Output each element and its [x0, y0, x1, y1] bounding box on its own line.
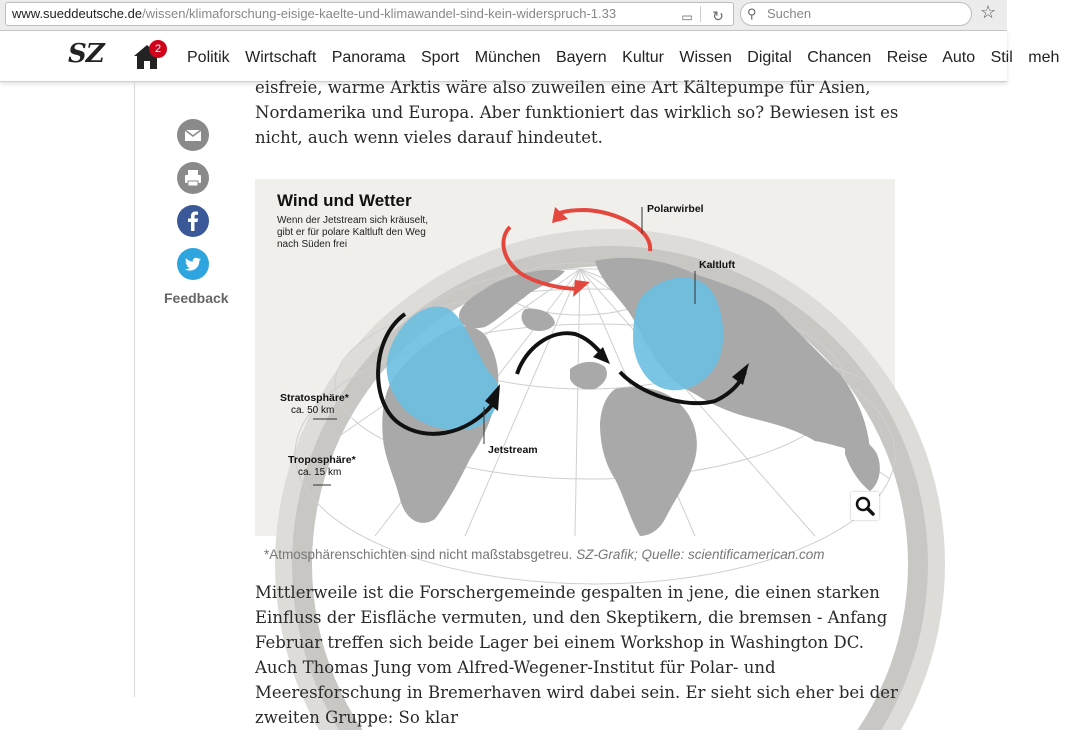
main-nav [187, 49, 1070, 67]
facebook-icon[interactable] [177, 205, 209, 237]
article-paragraph: eisfreie, warme Arktis wäre also zuweilen eine Art Kältepumpe für Asien, Nordamerika und Europa. Aber funktioniert das wirklich so? Bewiesen ist es nicht, auch wenn vieles darauf hindeutet. [255, 78, 899, 147]
sidebar-divider [134, 82, 135, 697]
url-domain: www.sueddeutsche.de [12, 6, 143, 21]
nav-item-auto[interactable]: Auto [942, 49, 976, 66]
nav-item-wissen[interactable]: Wissen [679, 49, 732, 66]
mail-icon[interactable] [177, 119, 209, 151]
graphic-subtitle: Wenn der Jetstream sich kräuselt, gibt er für polare Kaltluft den Weg nach Süden frei [277, 215, 428, 250]
nav-item-reise[interactable]: Reise [886, 49, 928, 66]
nav-item-muenchen[interactable]: München [474, 49, 541, 66]
reload-icon[interactable]: ↻ [712, 8, 724, 24]
print-icon[interactable] [177, 162, 209, 194]
article-paragraph: Mittlerweile ist die Forschergemeinde gespalten in jene, die einen starken Einfluss der Eisfläche vermuten, und den Skeptikern, die bremsen - Anfang Februar treffen sich beide Lager bei einem Workshop in Washington DC. Auch Thomas Jung vom Alfred-Wegener-Institut für Polar- und Meeresforschung in Bremerhaven wird dabei sein. Er sieht sich eher bei der zweiten Gruppe: So klar [255, 583, 898, 727]
label-kaltluft: Kaltluft [699, 259, 736, 271]
notification-badge: 2 [149, 40, 167, 58]
twitter-icon[interactable] [177, 248, 209, 280]
feedback-link[interactable]: Feedback [164, 290, 229, 306]
nav-item-mehr[interactable]: meh [1028, 49, 1060, 66]
sz-logo[interactable]: SZ [68, 39, 104, 69]
article-graphic[interactable] [255, 179, 895, 536]
nav-item-panorama[interactable]: Panorama [331, 49, 406, 66]
nav-item-chancen[interactable]: Chancen [807, 49, 872, 66]
nav-item-sport[interactable]: Sport [421, 49, 460, 66]
vortex-arrow-top [552, 207, 568, 223]
label-jetstream: Jetstream [488, 444, 538, 456]
label-stratosphaere-km: ca. 50 km [291, 405, 335, 416]
label-troposphaere: Troposphäre* [288, 454, 356, 466]
nav-item-kultur[interactable]: Kultur [622, 49, 664, 66]
search-input[interactable] [740, 2, 972, 26]
browser-toolbar [0, 0, 1007, 31]
caption-note: *Atmosphärenschichten sind nicht maßstabsgetreu. [264, 547, 573, 562]
label-polarwirbel: Polarwirbel [647, 203, 704, 215]
url-bar[interactable] [5, 2, 734, 26]
reader-view-icon[interactable]: ▭ [681, 10, 693, 24]
url-path: /wissen/klimaforschung-eisige-kaelte-und-klimawandel-sind-kein-widerspruch-1.33 [142, 6, 617, 21]
search-icon: ⚲ [747, 6, 757, 21]
label-troposphaere-km: ca. 15 km [298, 467, 342, 478]
nav-item-stil[interactable]: Stil [990, 49, 1013, 66]
graphic-title: Wind und Wetter [277, 191, 412, 210]
bookmark-star-icon[interactable]: ☆ [980, 2, 997, 22]
figure-caption [264, 547, 825, 562]
nav-item-politik[interactable]: Politik [187, 49, 230, 66]
label-stratosphaere: Stratosphäre* [280, 392, 349, 404]
zoom-icon[interactable] [851, 492, 879, 520]
nav-item-wirtschaft[interactable]: Wirtschaft [245, 49, 317, 66]
search-placeholder: Suchen [767, 6, 812, 21]
nav-item-digital[interactable]: Digital [747, 49, 792, 66]
cold-air-east [633, 278, 723, 391]
caption-source: SZ-Grafik; Quelle: scientificamerican.com [576, 547, 825, 562]
url-separator [700, 6, 701, 22]
nav-item-bayern[interactable]: Bayern [555, 49, 607, 66]
